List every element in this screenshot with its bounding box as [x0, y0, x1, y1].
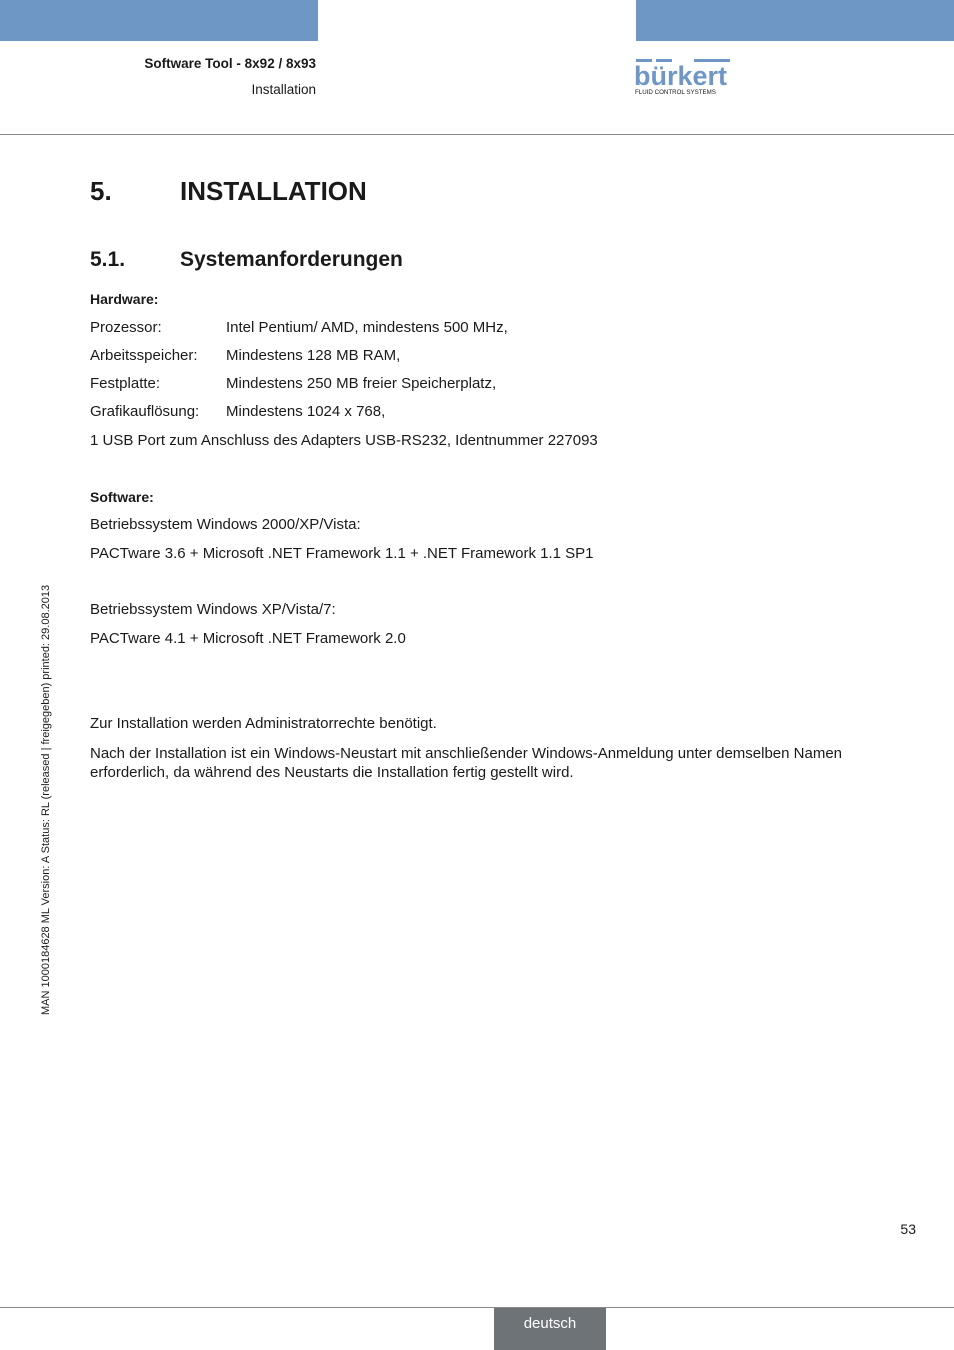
hardware-value: Intel Pentium/ AMD, mindestens 500 MHz,	[226, 319, 508, 336]
hardware-value: Mindestens 250 MB freier Speicherplatz,	[226, 375, 497, 392]
software-heading: Software:	[90, 489, 154, 505]
hardware-value: Mindestens 1024 x 768,	[226, 403, 386, 420]
software-line: PACTware 3.6 + Microsoft .NET Framework 1.1 + .NET Framework 1.1 SP1	[90, 545, 594, 562]
software-line: Betriebssystem Windows XP/Vista/7:	[90, 601, 336, 618]
restart-note: Nach der Installation ist ein Windows-Neustart mit anschließender Windows-Anmeldung unter demselben Namen erforderlich, da während des Neustarts die Installation fertig gestellt wird.	[90, 745, 843, 781]
usb-requirement: 1 USB Port zum Anschluss des Adapters USB-RS232, Identnummer 227093	[90, 432, 598, 449]
footer-divider	[0, 1307, 954, 1308]
header-divider	[0, 134, 954, 135]
subchapter-title: Systemanforderungen	[180, 248, 403, 271]
document-section: Installation	[251, 82, 316, 97]
language-tab: deutsch	[494, 1308, 606, 1350]
chapter-heading	[90, 176, 367, 207]
document-title: Software Tool - 8x92 / 8x93	[144, 56, 316, 71]
header-bar-left	[0, 0, 318, 41]
hardware-label: Prozessor:	[90, 319, 162, 336]
hardware-label: Arbeitsspeicher:	[90, 347, 198, 364]
subchapter-heading	[90, 248, 403, 272]
hardware-label: Grafikauflösung:	[90, 403, 200, 420]
subchapter-number: 5.1.	[90, 248, 126, 271]
document-metadata-sidebar: MAN 1000184628 ML Version: A Status: RL (released | freigegeben) printed: 29.08.2013	[40, 584, 52, 1015]
svg-text:bürkert: bürkert	[634, 61, 728, 91]
hardware-heading: Hardware:	[90, 291, 159, 307]
hardware-label: Festplatte:	[90, 375, 161, 392]
page-number: 53	[900, 1221, 916, 1237]
hardware-value: Mindestens 128 MB RAM,	[226, 347, 401, 364]
svg-text:FLUID CONTROL SYSTEMS: FLUID CONTROL SYSTEMS	[635, 89, 716, 96]
chapter-number: 5.	[90, 176, 112, 206]
chapter-title: INSTALLATION	[180, 176, 367, 206]
software-line: Betriebssystem Windows 2000/XP/Vista:	[90, 516, 361, 533]
software-line: PACTware 4.1 + Microsoft .NET Framework 2.0	[90, 630, 406, 647]
admin-note: Zur Installation werden Administratorrechte benötigt.	[90, 715, 437, 732]
header-bar-right	[636, 0, 954, 41]
burkert-logo	[634, 58, 734, 98]
